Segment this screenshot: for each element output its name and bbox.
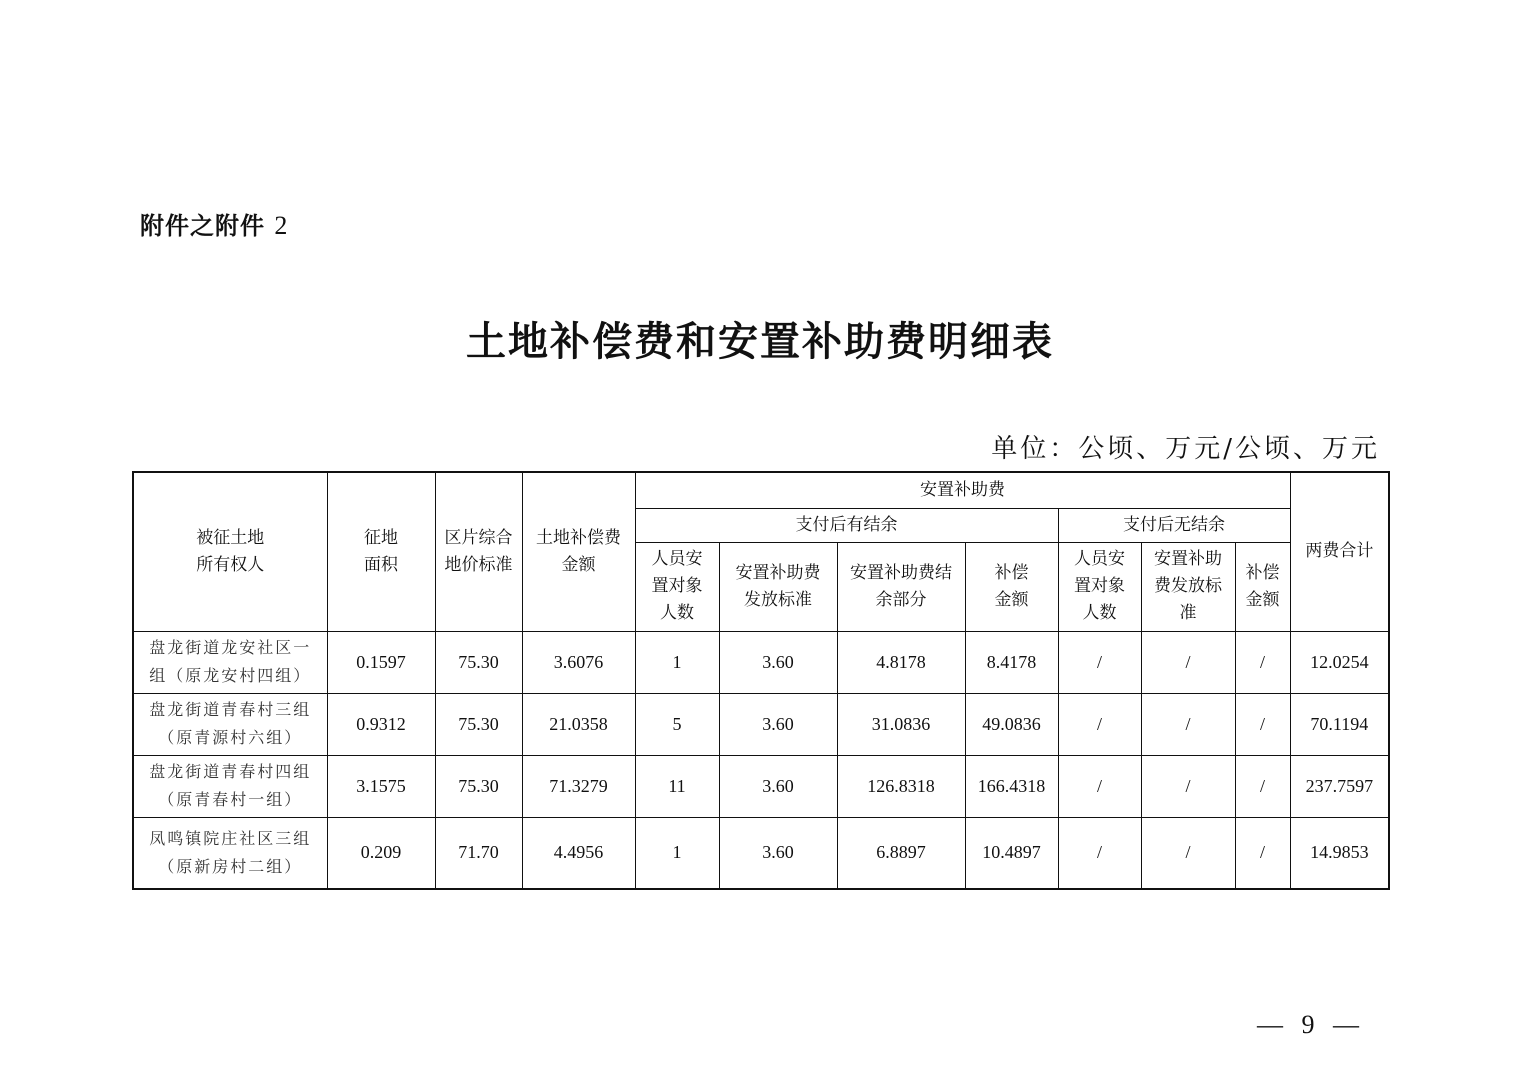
cell-price: 75.30	[435, 755, 522, 817]
header-price-standard: 区片综合 地价标准	[435, 472, 522, 631]
header-total: 两费合计	[1290, 472, 1389, 631]
header-nb-standard: 安置补助 费发放标 准	[1141, 542, 1235, 631]
header-nb-comp: 补偿 金额	[1235, 542, 1290, 631]
attachment-label-text: 附件之附件	[140, 212, 265, 240]
cell-balance: 4.8178	[837, 631, 965, 693]
header-wb-persons: 人员安 置对象 人数	[635, 542, 719, 631]
cell-area: 0.1597	[327, 631, 435, 693]
cell-area: 3.1575	[327, 755, 435, 817]
table-row	[133, 817, 1389, 889]
cell-land-comp: 71.3279	[522, 755, 635, 817]
cell-nb-comp: /	[1235, 631, 1290, 693]
cell-total: 70.1194	[1290, 693, 1389, 755]
cell-standard: 3.60	[719, 693, 837, 755]
cell-balance: 126.8318	[837, 755, 965, 817]
cell-persons: 11	[635, 755, 719, 817]
table-row	[133, 755, 1389, 817]
cell-persons: 1	[635, 631, 719, 693]
cell-land-comp: 21.0358	[522, 693, 635, 755]
cell-total: 12.0254	[1290, 631, 1389, 693]
attachment-number: 2	[274, 211, 289, 240]
cell-owner: 盘龙街道青春村三组 （原青源村六组）	[133, 693, 327, 755]
cell-balance: 6.8897	[837, 817, 965, 889]
cell-price: 75.30	[435, 631, 522, 693]
cell-land-comp: 4.4956	[522, 817, 635, 889]
attachment-label	[140, 206, 288, 241]
cell-price: 75.30	[435, 693, 522, 755]
header-wb-standard: 安置补助费 发放标准	[719, 542, 837, 631]
cell-total: 237.7597	[1290, 755, 1389, 817]
cell-comp: 8.4178	[965, 631, 1058, 693]
header-with-balance: 支付后有结余	[635, 508, 1058, 542]
cell-persons: 5	[635, 693, 719, 755]
cell-standard: 3.60	[719, 817, 837, 889]
document-title: 土地补偿费和安置补助费明细表	[466, 318, 1054, 365]
header-land-comp-amount: 土地补偿费 金额	[522, 472, 635, 631]
page-number: — 9 —	[1257, 1010, 1365, 1039]
cell-land-comp: 3.6076	[522, 631, 635, 693]
table-row	[133, 693, 1389, 755]
cell-owner: 盘龙街道青春村四组 （原青春村一组）	[133, 755, 327, 817]
header-nb-persons: 人员安 置对象 人数	[1058, 542, 1141, 631]
cell-area: 0.209	[327, 817, 435, 889]
cell-owner: 凤鸣镇院庄社区三组 （原新房村二组）	[133, 817, 327, 889]
cell-area: 0.9312	[327, 693, 435, 755]
header-resettlement: 安置补助费	[635, 472, 1290, 508]
cell-nb-standard: /	[1141, 817, 1235, 889]
header-wb-balance: 安置补助费结 余部分	[837, 542, 965, 631]
cell-nb-persons: /	[1058, 631, 1141, 693]
header-owner: 被征土地 所有权人	[133, 472, 327, 631]
cell-total: 14.9853	[1290, 817, 1389, 889]
unit-line: 单位：公顷、万元/公顷、万元	[991, 434, 1380, 464]
cell-comp: 166.4318	[965, 755, 1058, 817]
cell-comp: 10.4897	[965, 817, 1058, 889]
cell-nb-standard: /	[1141, 693, 1235, 755]
compensation-detail-table	[132, 471, 1390, 890]
cell-nb-standard: /	[1141, 631, 1235, 693]
cell-standard: 3.60	[719, 631, 837, 693]
cell-nb-comp: /	[1235, 817, 1290, 889]
header-area: 征地 面积	[327, 472, 435, 631]
cell-nb-persons: /	[1058, 693, 1141, 755]
cell-price: 71.70	[435, 817, 522, 889]
table-row	[133, 631, 1389, 693]
cell-comp: 49.0836	[965, 693, 1058, 755]
header-wb-comp: 补偿 金额	[965, 542, 1058, 631]
cell-nb-comp: /	[1235, 693, 1290, 755]
cell-owner: 盘龙街道龙安社区一 组（原龙安村四组）	[133, 631, 327, 693]
cell-balance: 31.0836	[837, 693, 965, 755]
cell-standard: 3.60	[719, 755, 837, 817]
cell-nb-persons: /	[1058, 755, 1141, 817]
cell-persons: 1	[635, 817, 719, 889]
header-without-balance: 支付后无结余	[1058, 508, 1290, 542]
cell-nb-standard: /	[1141, 755, 1235, 817]
cell-nb-persons: /	[1058, 817, 1141, 889]
cell-nb-comp: /	[1235, 755, 1290, 817]
